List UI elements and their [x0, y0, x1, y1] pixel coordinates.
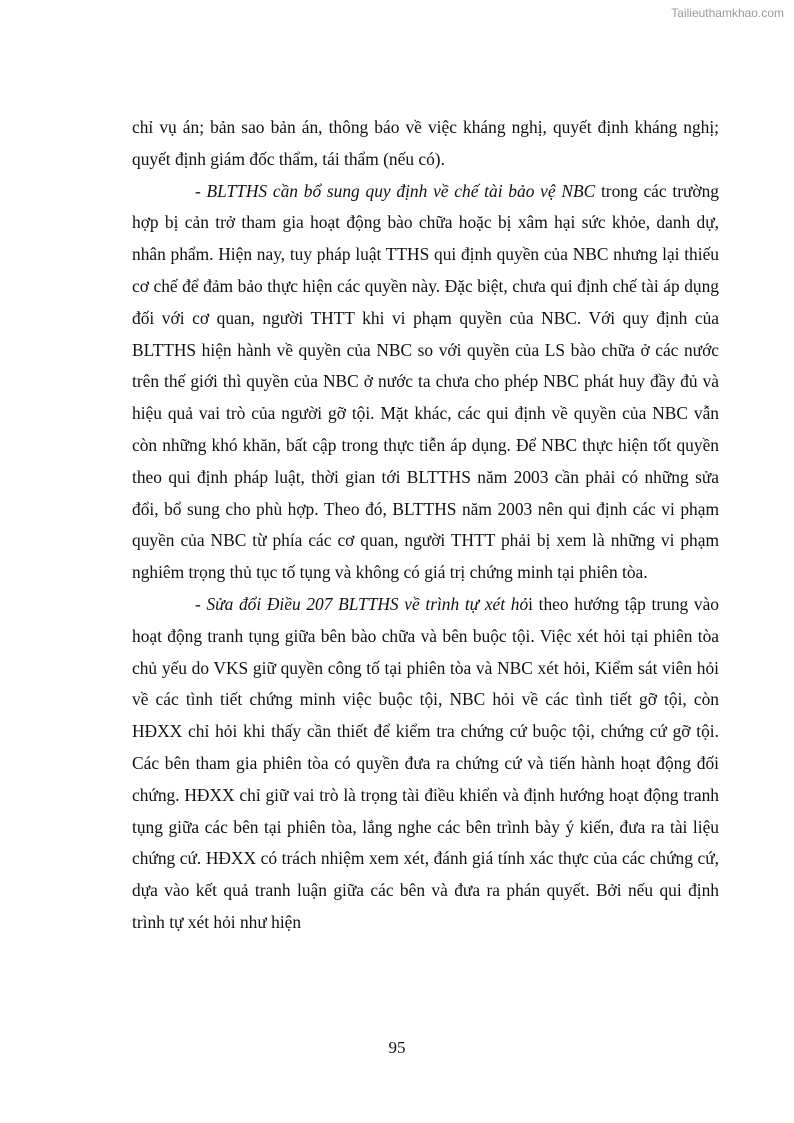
- document-body: [132, 112, 719, 939]
- paragraph-3-text: i theo hướng tập trung vào hoạt động tranh tụng giữa bên bào chữa và bên buộc tội. Việc xét hỏi tại phiên tòa chủ yếu do VKS giữ quyền công tố tại phiên tòa và NBC xét hỏi, Kiểm sát viên hỏi về các tình tiết chứng minh việc buộc tội, NBC hỏi về các tình tiết gỡ tội, còn HĐXX chỉ hỏi khi thấy cần thiết để kiểm tra chứng cứ buộc tội, chứng cứ gỡ tội. Các bên tham gia phiên tòa có quyền đưa ra chứng cứ và tiến hành hoạt động đối chứng. HĐXX chỉ giữ vai trò là trọng tài điều khiển và định hướng hoạt động tranh tụng giữa các bên tại phiên tòa, lắng nghe các bên trình bày ý kiến, đưa ra tài liệu chứng cứ. HĐXX có trách nhiệm xem xét, đánh giá tính xác thực của các chứng cứ, dựa vào kết quả tranh luận giữa các bên và đưa ra phán quyết. Bởi nếu qui định trình tự xét hỏi như hiện: [132, 593, 719, 932]
- paragraph-2-italic-lead: - BLTTHS cần bổ sung quy định về chế tài bảo vệ NBC: [195, 180, 596, 201]
- paragraph-3-italic-lead: - Sửa đổi Điều 207 BLTTHS về trình tự xét hỏ: [195, 593, 529, 614]
- paragraph-1: chỉ vụ án; bản sao bản án, thông báo về việc kháng nghị, quyết định kháng nghị; quyết định giám đốc thẩm, tái thẩm (nếu có).: [132, 117, 719, 169]
- page-number: 95: [388, 1038, 406, 1057]
- paragraph-3: [132, 589, 719, 939]
- paragraph-2: [132, 176, 719, 589]
- watermark: Tailieuthamkhao.com: [671, 6, 784, 20]
- paragraph-2-text: trong các trường hợp bị cản trở tham gia hoạt động bào chữa hoặc bị xâm hại sức khỏe, danh dự, nhân phẩm. Hiện nay, tuy pháp luật TTHS qui định quyền của NBC nhưng lại thiếu cơ chế để đảm bảo thực hiện các quyền này. Đặc biệt, chưa qui định chế tài áp dụng đối với cơ quan, người THTT khi vi phạm quyền của NBC. Với quy định của BLTTHS hiện hành về quyền của NBC so với quyền của LS bào chữa ở các nước trên thế giới thì quyền của NBC ở nước ta chưa cho phép NBC phát huy đầy đủ và hiệu quả vai trò của người gỡ tội. Mặt khác, các qui định về quyền của NBC vẫn còn những khó khăn, bất cập trong thực tiễn áp dụng. Để NBC thực hiện tốt quyền theo qui định pháp luật, thời gian tới BLTTHS năm 2003 cần phải có những sửa đổi, bổ sung cho phù hợp. Theo đó, BLTTHS năm 2003 nên qui định các vi phạm quyền của NBC từ phía các cơ quan, người THTT phải bị xem là những vi phạm nghiêm trọng thủ tục tố tụng và không có giá trị chứng minh tại phiên tòa.: [132, 180, 720, 583]
